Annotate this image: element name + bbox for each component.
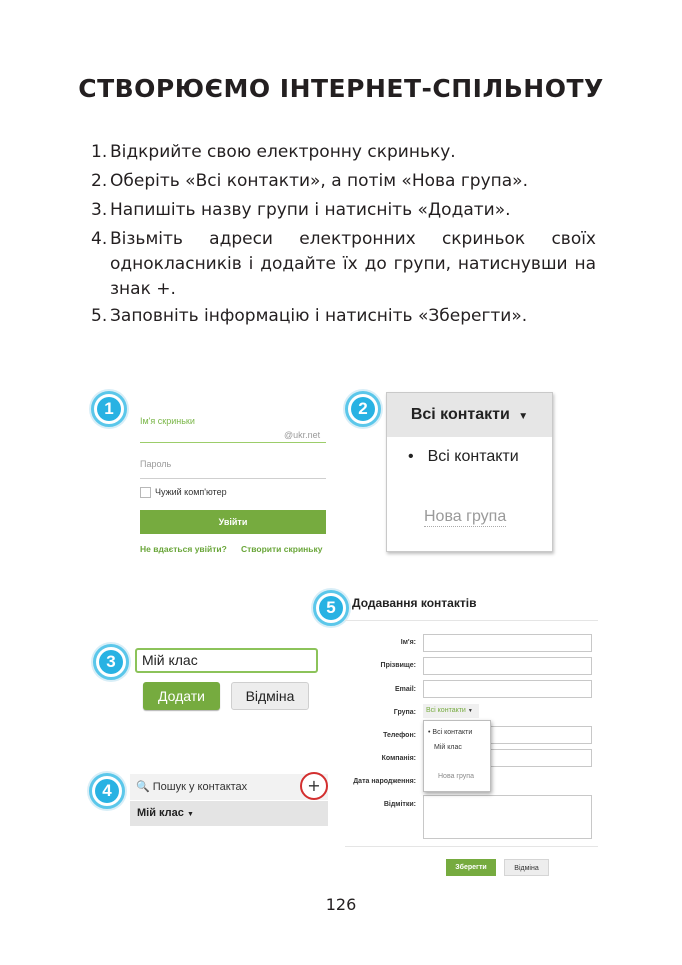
bullet-icon: • <box>428 729 431 736</box>
birth-date-label: Дата народження: <box>353 778 416 785</box>
group-name-input[interactable]: Мій клас <box>135 648 318 673</box>
contacts-search-bar[interactable] <box>130 774 328 800</box>
step-1 <box>91 138 596 167</box>
step-3 <box>91 196 596 225</box>
form-cancel-button[interactable]: Відміна <box>504 859 549 876</box>
add-contacts-title: Додавання контактів <box>352 596 477 610</box>
badge-number: 1 <box>97 397 121 421</box>
caret-down-icon: ▼ <box>467 708 473 714</box>
step-text: Напишіть назву групи і натисніть «Додати». <box>110 200 511 220</box>
menu-item-all-contacts[interactable] <box>408 448 519 466</box>
step-number: 5. <box>91 306 108 326</box>
password-label: Пароль <box>140 459 172 469</box>
dropdown-item-label: Всі контакти <box>432 729 473 736</box>
step-5 <box>91 302 596 331</box>
mailbox-input[interactable] <box>140 442 326 443</box>
domain-suffix: @ukr.net <box>284 430 321 440</box>
dropdown-item-all-contacts[interactable] <box>428 729 472 736</box>
first-name-label: Ім'я: <box>400 639 416 646</box>
group-dropdown-menu <box>423 720 491 792</box>
step-text: Заповніть інформацію і натисніть «Зберегти». <box>110 306 528 326</box>
step-badge-5 <box>313 590 349 626</box>
cancel-button[interactable]: Відміна <box>231 682 309 710</box>
step-text: Візьміть адреси електронних скриньок своїх однокласників і додайте їх до групи, натиснувши на знак +. <box>110 229 596 299</box>
bullet-icon: • <box>408 448 414 465</box>
step-badge-2 <box>345 391 381 427</box>
password-input[interactable] <box>140 478 326 479</box>
page-title: СТВОРЮЄМО ІНТЕРНЕТ-СПІЛЬНОТУ <box>78 74 604 103</box>
badge-number: 3 <box>99 650 123 674</box>
group-label: Група: <box>393 709 416 716</box>
mailbox-name-label: Ім'я скриньки <box>140 416 195 426</box>
step-number: 1. <box>91 142 108 162</box>
steps-list <box>91 138 596 331</box>
group-select-value: Всі контакти <box>426 707 466 714</box>
dropdown-item-new-group[interactable]: Нова група <box>438 773 474 780</box>
foreign-computer-checkbox[interactable] <box>140 487 151 498</box>
step-text: Оберіть «Всі контакти», а потім «Нова група». <box>110 171 528 191</box>
last-name-field[interactable] <box>423 657 592 675</box>
badge-number: 2 <box>351 397 375 421</box>
title-divider <box>345 620 598 621</box>
step-number: 2. <box>91 171 108 191</box>
step-4 <box>91 225 596 302</box>
step-number: 4. <box>91 229 108 249</box>
step-number: 3. <box>91 200 108 220</box>
phone-label: Телефон: <box>383 732 416 739</box>
dropdown-item-my-class[interactable]: Мій клас <box>434 744 462 751</box>
email-label: Email: <box>394 686 416 693</box>
step-badge-1 <box>91 391 127 427</box>
caret-down-icon: ▼ <box>186 811 194 818</box>
step-2 <box>91 167 596 196</box>
cant-login-link[interactable]: Не вдається увійти? <box>140 544 227 554</box>
create-mailbox-link[interactable]: Створити скриньку <box>241 544 323 554</box>
caret-down-icon: ▼ <box>518 411 529 422</box>
step-badge-3 <box>93 644 129 680</box>
menu-item-label: Всі контакти <box>427 448 519 465</box>
add-contact-plus-button[interactable]: + <box>300 772 328 800</box>
contacts-header-label: Всі контакти <box>410 406 510 423</box>
form-divider <box>345 846 598 847</box>
step-text: Відкрийте свою електронну скриньку. <box>110 142 456 162</box>
last-name-label: Прізвище: <box>380 662 416 669</box>
notes-field[interactable] <box>423 795 592 839</box>
search-icon: 🔍 <box>136 781 150 793</box>
contacts-dropdown-header[interactable] <box>387 393 552 437</box>
contacts-dropdown-panel <box>386 392 553 552</box>
group-selector-label: Мій клас <box>137 807 184 819</box>
search-placeholder: Пошук у контактах <box>152 781 248 793</box>
step-badge-4 <box>89 773 125 809</box>
badge-number: 4 <box>95 779 119 803</box>
add-button[interactable]: Додати <box>143 682 220 710</box>
company-label: Компанія: <box>381 755 416 762</box>
first-name-field[interactable] <box>423 634 592 652</box>
email-field[interactable] <box>423 680 592 698</box>
badge-number: 5 <box>319 596 343 620</box>
foreign-computer-label: Чужий комп'ютер <box>155 487 227 497</box>
login-button[interactable]: Увійти <box>140 510 326 534</box>
page-number: 126 <box>325 895 357 914</box>
save-button[interactable]: Зберегти <box>446 859 496 876</box>
group-selector[interactable] <box>130 801 328 826</box>
group-select[interactable] <box>423 704 479 718</box>
menu-item-new-group[interactable]: Нова група <box>424 508 507 525</box>
notes-label: Відмітки: <box>383 801 416 808</box>
